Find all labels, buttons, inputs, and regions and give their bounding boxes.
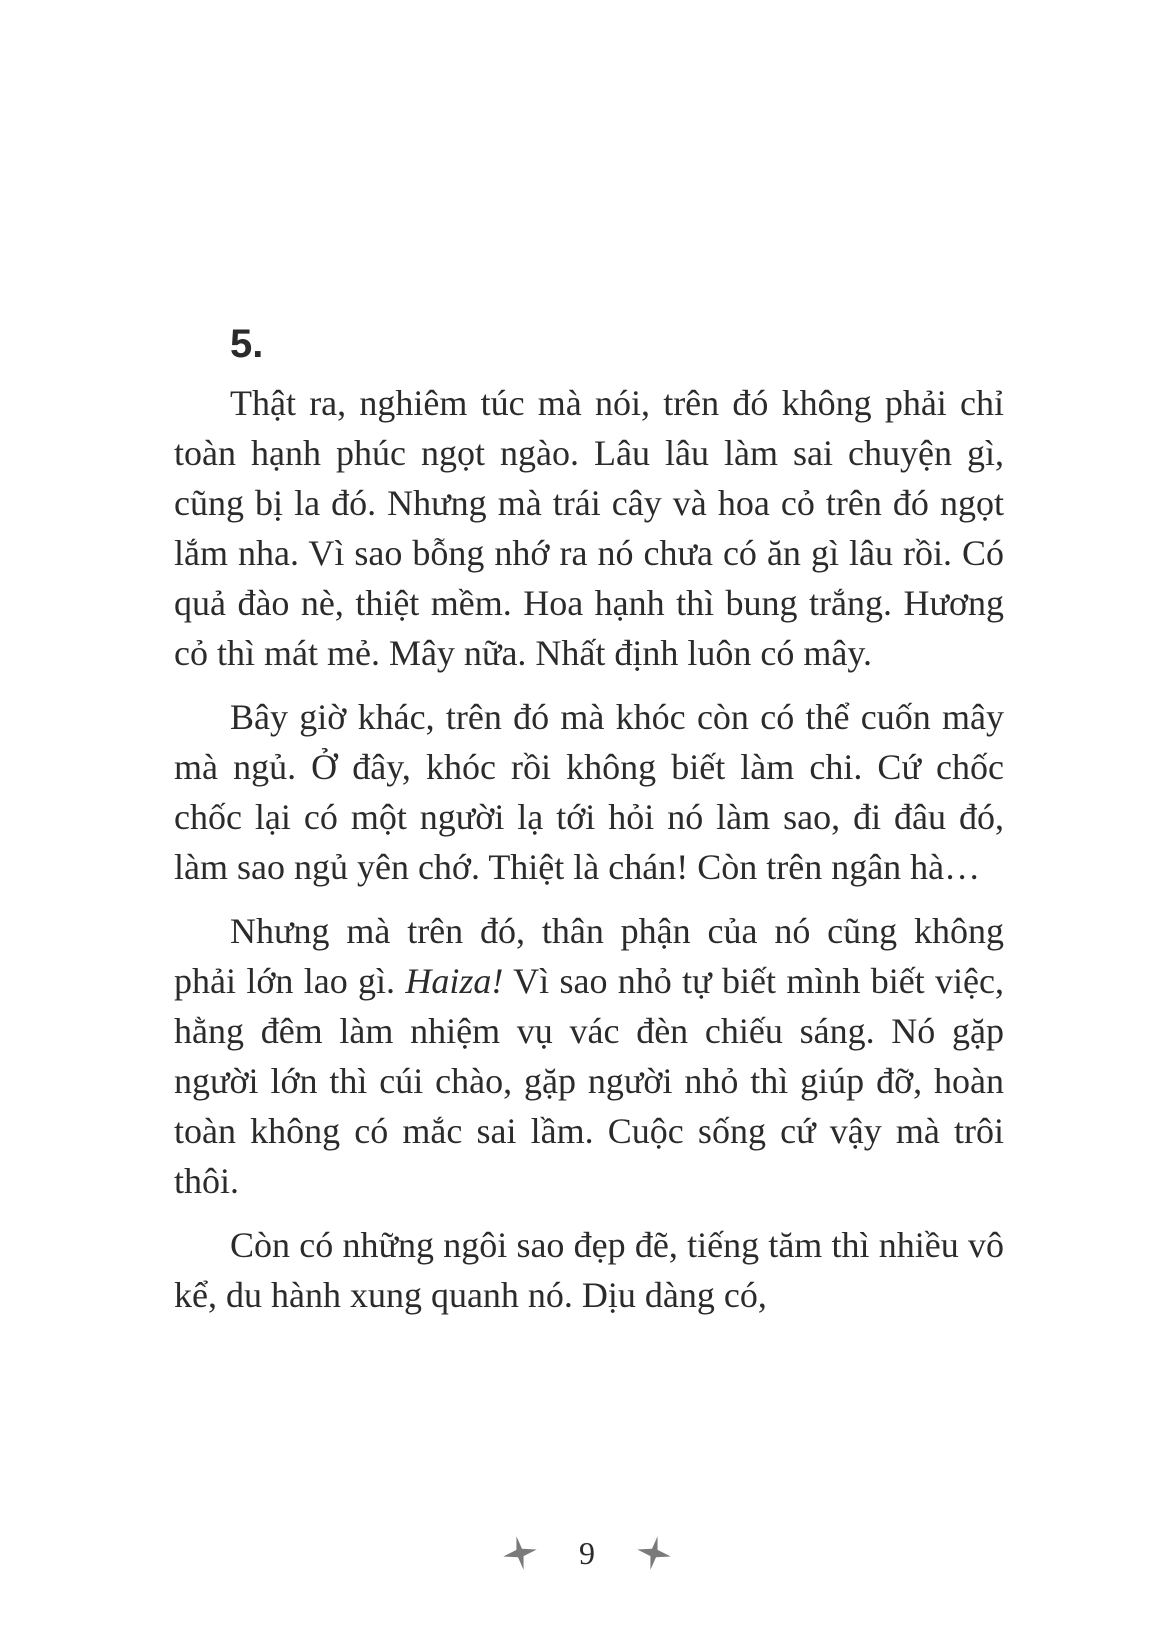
page-number: 9 [579, 1535, 595, 1571]
star-shape-right [635, 1534, 673, 1572]
paragraph-3-italic: Haiza! [405, 961, 504, 1001]
paragraph-4: Còn có những ngôi sao đẹp đẽ, tiếng tăm thì nhiều vô kể, du hành xung quanh nó. Dịu dàng có, [174, 1225, 1004, 1315]
paragraph-3-text-before: Nhưng mà trên đó, thân phận của nó cũng không phải lớn lao gì. [174, 911, 1004, 1001]
star-icon [501, 1534, 539, 1572]
paragraph-2: Bây giờ khác, trên đó mà khóc còn có thể cuốn mây mà ngủ. Ở đây, khóc rồi không biết làm chi. Cứ chốc chốc lại có một người lạ tới hỏi nó làm sao, đi đâu đó, làm sao ngủ yên chớ. Thiệt là chán! Còn trên ngân hà… [174, 697, 1004, 887]
page-footer [0, 1528, 1174, 1578]
star-icon [635, 1534, 673, 1572]
page-body [174, 320, 1004, 1334]
paragraph-1: Thật ra, nghiêm túc mà nói, trên đó không phải chỉ toàn hạnh phúc ngọt ngào. Lâu lâu làm sai chuyện gì, cũng bị la đó. Nhưng mà trái cây và hoa cỏ trên đó ngọt lắm nha. Vì sao bỗng nhớ ra nó chưa có ăn gì lâu rồi. Có quả đào nè, thiệt mềm. Hoa hạnh thì bung trắng. Hương cỏ thì mát mẻ. Mây nữa. Nhất định luôn có mây. [174, 383, 1004, 673]
star-shape-left [501, 1534, 539, 1572]
chapter-number: 5. [230, 322, 264, 366]
paragraph-3-text-after: Vì sao nhỏ tự biết mình biết việc, hằng đêm làm nhiệm vụ vác đèn chiếu sáng. Nó gặp người lớn thì cúi chào, gặp người nhỏ thì giúp đỡ, hoàn toàn không có mắc sai lầm. Cuộc sống cứ vậy mà trôi thôi. [174, 961, 1004, 1201]
paragraph-3 [174, 906, 1004, 1206]
